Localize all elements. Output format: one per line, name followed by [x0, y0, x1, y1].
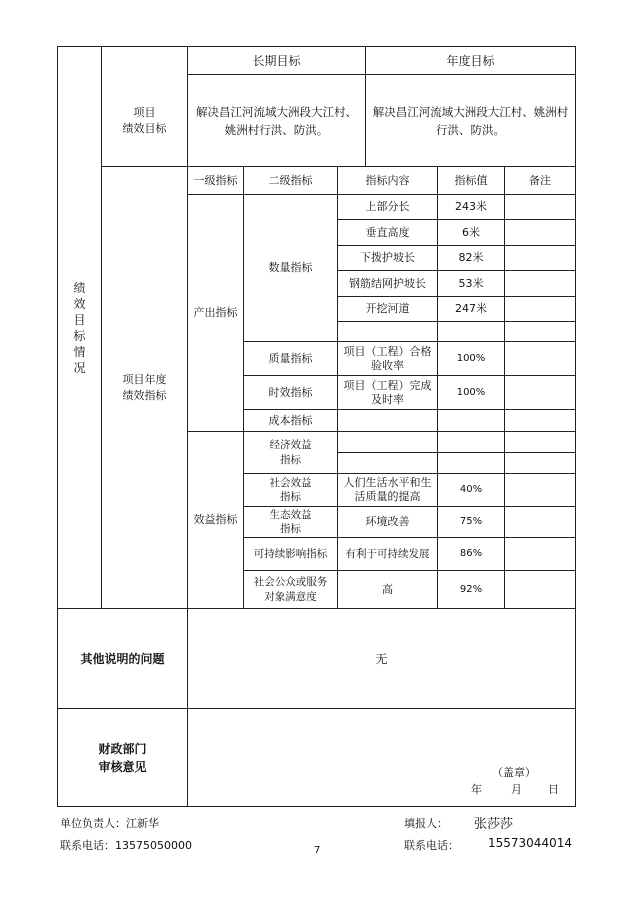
quantity-value-1: 243米 — [455, 200, 487, 213]
quantity-value-2: 6米 — [462, 225, 480, 239]
social-label-line1: 社会效益 — [269, 477, 312, 489]
annual-goal-text: 解决昌江河流域大洲段大江村、姚洲村行洪、防洪。 — [372, 104, 569, 137]
eco-content: 环境改善 — [365, 515, 410, 528]
quantity-content-5: 开挖河道 — [365, 302, 410, 315]
quantity-content-4: 钢筋结网护坡长 — [349, 276, 426, 290]
quantity-value-3: 82米 — [458, 251, 484, 264]
page-number: 7 — [314, 845, 321, 856]
sustain-label: 可持续影响指标 — [253, 548, 328, 560]
quantity-content-2: 垂直高度 — [365, 225, 410, 239]
eco-label — [244, 507, 337, 537]
social-value: 40% — [459, 484, 483, 495]
indicators-label-line1: 项目年度 — [122, 372, 167, 386]
economic-label — [244, 432, 337, 473]
header-level2: 二级指标 — [268, 173, 313, 187]
quantity-value-5: 247米 — [455, 302, 487, 315]
header-note: 备注 — [529, 173, 551, 187]
goals-label-line2: 绩效目标 — [122, 121, 167, 135]
divider — [504, 166, 505, 608]
long-term-header: 长期目标 — [252, 53, 301, 68]
finance-label-line1: 财政部门 — [98, 741, 147, 756]
eco-label-line1: 生态效益 — [269, 509, 312, 521]
economic-label-line2: 指标 — [280, 453, 301, 466]
satisfaction-value: 92% — [459, 583, 483, 595]
quality-content-line2: 验收率 — [371, 358, 404, 372]
quality-content — [338, 342, 437, 375]
phone-right: 15573044014 — [488, 836, 572, 850]
indicators-label-line2: 绩效指标 — [122, 388, 167, 402]
goals-label — [102, 75, 187, 166]
header-level1: 一级指标 — [193, 173, 238, 187]
section-label-text: 绩效目标情况 — [73, 280, 86, 375]
benefit-level1: 效益指标 — [193, 513, 238, 526]
reporter-name: 张莎莎 — [474, 817, 514, 832]
eco-label-line2: 指标 — [280, 523, 301, 535]
sustain-content: 有利于可持续发展 — [345, 548, 430, 560]
indicators-label — [102, 167, 187, 608]
output-level1: 产出指标 — [193, 306, 238, 319]
reporter-label: 填报人： — [404, 817, 448, 830]
social-content-line1: 人们生活水平和生 — [343, 476, 432, 489]
timeliness-value: 100% — [456, 386, 486, 398]
sustain-value: 86% — [459, 548, 483, 559]
quantity-value-4: 53米 — [458, 276, 484, 290]
satisfaction-content: 高 — [382, 582, 393, 596]
quantity-content-3: 下拨护坡长 — [360, 251, 415, 264]
economic-label-line1: 经济效益 — [269, 438, 312, 451]
phone-label-right: 联系电话： — [404, 839, 459, 852]
goals-label-line1: 项目 — [133, 105, 156, 119]
quality-label: 质量指标 — [268, 351, 313, 365]
eco-value: 75% — [459, 516, 483, 527]
finance-month: 月 — [511, 783, 522, 796]
timeliness-content — [338, 376, 437, 409]
finance-day: 日 — [548, 783, 559, 796]
finance-seal: （盖章） — [492, 766, 536, 779]
finance-label — [58, 709, 187, 806]
finance-label-line2: 审核意见 — [98, 759, 147, 774]
table-border-right — [575, 46, 576, 807]
social-content — [338, 474, 437, 506]
timeliness-content-line1: 项目（工程）完成 — [343, 378, 432, 392]
annual-header: 年度目标 — [446, 53, 495, 68]
quality-value: 100% — [456, 352, 486, 364]
social-label-line2: 指标 — [280, 491, 301, 503]
unit-head: 单位负责人：江新华 — [60, 817, 159, 830]
other-value: 无 — [375, 651, 388, 666]
header-value: 指标值 — [454, 173, 488, 187]
timeliness-content-line2: 及时率 — [371, 392, 404, 406]
quantity-label: 数量指标 — [268, 261, 313, 274]
quality-content-line1: 项目（工程）合格 — [343, 344, 432, 358]
other-label: 其他说明的问题 — [80, 651, 165, 666]
finance-year: 年 — [471, 783, 482, 796]
social-label — [244, 474, 337, 506]
table-border-bottom — [57, 806, 576, 807]
divider — [337, 321, 576, 322]
satisfaction-label-line1: 社会公众或服务 — [253, 575, 328, 588]
divider — [337, 452, 576, 453]
satisfaction-label — [244, 571, 337, 608]
cost-label: 成本指标 — [268, 413, 313, 427]
quantity-content-1: 上部分长 — [365, 200, 410, 213]
satisfaction-label-line2: 对象满意度 — [264, 590, 317, 603]
timeliness-label: 时效指标 — [268, 385, 313, 399]
long-term-goal-text: 解决昌江河流域大洲段大江村、姚洲村行洪、防洪。 — [196, 104, 357, 137]
social-content-line2: 活质量的提高 — [354, 490, 421, 503]
header-content: 指标内容 — [365, 173, 410, 187]
section-label — [58, 47, 101, 608]
phone-left: 联系电话：13575050000 — [60, 839, 192, 852]
